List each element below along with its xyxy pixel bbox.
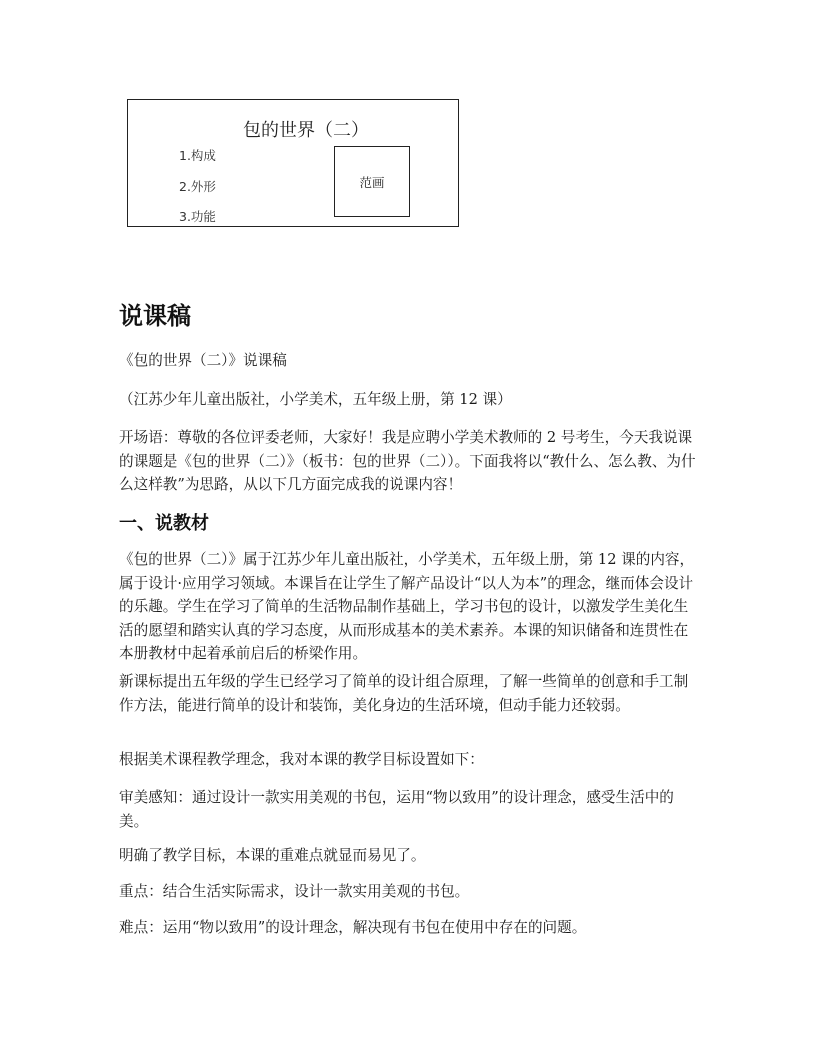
student-analysis-paragraph: 新课标提出五年级的学生已经学习了简单的设计组合原理，了解一些简单的创意和手工制作方法，能进行简单的设计和装饰，美化身边的生活环境，但动手能力还较弱。 xyxy=(119,673,689,714)
document-title: 说课稿 xyxy=(119,302,191,330)
difficult-point-paragraph: 难点：运用“物以致用”的设计理念，解决现有书包在使用中存在的问题。 xyxy=(119,919,587,936)
key-points-intro-paragraph: 明确了教学目标，本课的重难点就显而易见了。 xyxy=(119,847,426,864)
blackboard-item-function: 3.功能 xyxy=(179,209,216,224)
blackboard-item-shape: 2.外形 xyxy=(179,179,216,194)
objectives-intro-paragraph: 根据美术课程教学理念，我对本课的教学目标设置如下： xyxy=(119,751,484,768)
section-heading-textbook: 一、说教材 xyxy=(119,513,209,534)
textbook-analysis-paragraph: 《包的世界（二）》属于江苏少年儿童出版社，小学美术，五年级上册，第 12 课的内容，属于设计·应用学习领域。本课旨在让学生了解产品设计“以人为本”的理念，继而体会设计的乐趣。学生在学习了简单的生活物品制作基础上，学习书包的设计，以激发学生美化生活的愿望和踏实认真的学习态度，从而形成基本的美术素养。本课的知识储备和连贯性在本册教材中起着承前启后的桥梁作用。 xyxy=(119,551,695,662)
sample-drawing-label: 范画 xyxy=(359,174,385,190)
opening-paragraph: 开场语：尊敬的各位评委老师，大家好！我是应聘小学美术教师的 2 号考生，今天我说课的课题是《包的世界（二）》（板书：包的世界（二））。下面我将以“教什么、怎么教、为什么这样教”为思路，从以下几方面完成我的说课内容！ xyxy=(119,429,696,493)
lesson-source: （江苏少年儿童出版社，小学美术，五年级上册，第 12 课） xyxy=(119,391,512,408)
sample-drawing-box xyxy=(334,146,410,217)
blackboard-design-figure xyxy=(127,99,459,227)
aesthetic-objective-paragraph: 审美感知：通过设计一款实用美观的书包，运用“物以致用”的设计理念，感受生活中的美。 xyxy=(119,789,674,830)
key-point-paragraph: 重点：结合生活实际需求，设计一款实用美观的书包。 xyxy=(119,883,470,900)
blackboard-title: 包的世界（二） xyxy=(243,120,369,141)
blackboard-item-structure: 1.构成 xyxy=(179,148,216,163)
lesson-subtitle: 《包的世界（二）》说课稿 xyxy=(119,352,287,369)
